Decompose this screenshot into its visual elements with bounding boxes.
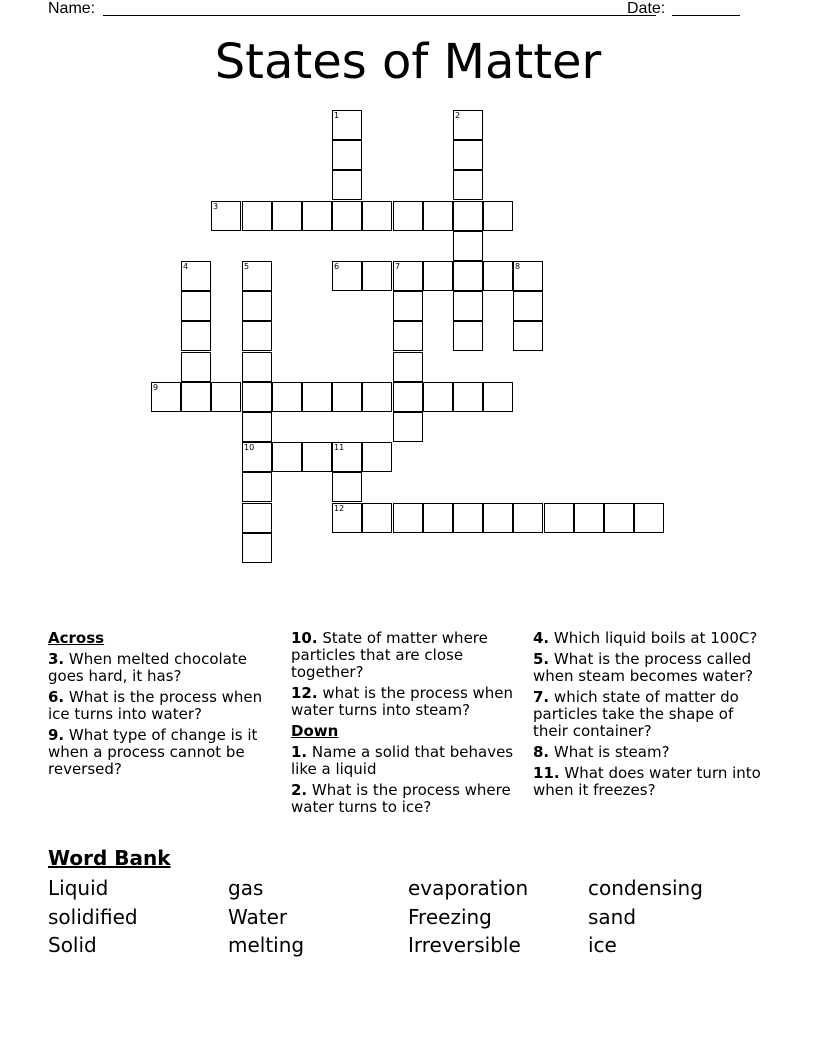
grid-cell[interactable] (393, 412, 423, 442)
word-bank-item: Liquid (48, 876, 109, 900)
grid-cell[interactable] (483, 201, 513, 231)
clue-across-10: 10. State of matter where particles that are close together? (291, 629, 488, 681)
word-bank-item: Freezing (408, 905, 492, 929)
grid-cell[interactable] (302, 201, 332, 231)
cell-number: 8 (515, 262, 521, 271)
cell-number: 4 (183, 262, 189, 271)
down-heading: Down (291, 722, 339, 740)
grid-cell[interactable] (513, 321, 543, 351)
grid-cell[interactable] (242, 321, 272, 351)
grid-cell[interactable] (272, 382, 302, 412)
page-title: States of Matter (214, 34, 602, 90)
grid-cell[interactable] (181, 291, 211, 321)
clues-column-3 (533, 630, 763, 803)
date-label: Date: (627, 0, 666, 17)
grid-cell[interactable] (453, 503, 483, 533)
grid-cell[interactable] (544, 503, 574, 533)
grid-cell[interactable] (453, 291, 483, 321)
clue-down-11: 11. What does water turn into when it freezes? (533, 764, 761, 799)
clue-across-9: 9. What type of change is it when a process cannot be reversed? (48, 726, 258, 778)
grid-cell[interactable] (242, 503, 272, 533)
grid-cell[interactable] (362, 442, 392, 472)
clue-across-3: 3. When melted chocolate goes hard, it has? (48, 650, 247, 685)
word-bank-item: Water (228, 905, 288, 929)
grid-cell[interactable] (332, 201, 362, 231)
grid-cell[interactable] (423, 503, 453, 533)
grid-cell[interactable] (302, 442, 332, 472)
grid-cell[interactable] (242, 201, 272, 231)
grid-cell[interactable] (393, 291, 423, 321)
grid-cell[interactable] (423, 201, 453, 231)
grid-cell[interactable] (423, 382, 453, 412)
grid-cell[interactable] (211, 201, 241, 231)
across-heading: Across (48, 629, 105, 647)
clue-down-5: 5. What is the process called when steam becomes water? (533, 650, 754, 685)
word-bank-item: Irreversible (408, 933, 521, 957)
grid-cell[interactable] (453, 261, 483, 291)
word-bank-item: melting (228, 933, 305, 957)
word-bank-item: gas (228, 876, 264, 900)
grid-cell[interactable] (181, 261, 211, 291)
grid-cell[interactable] (332, 170, 362, 200)
clue-down-7: 7. which state of matter do particles take the shape of their container? (533, 688, 739, 740)
grid-cell[interactable] (242, 472, 272, 502)
cell-number: 7 (395, 262, 401, 271)
word-bank-item: evaporation (408, 876, 529, 900)
grid-cell[interactable] (513, 291, 543, 321)
grid-cell[interactable] (362, 201, 392, 231)
grid-cell[interactable] (362, 261, 392, 291)
word-bank-item: solidified (48, 905, 138, 929)
cell-number: 12 (334, 504, 345, 513)
word-bank-title: Word Bank (48, 846, 171, 870)
grid-cell[interactable] (483, 261, 513, 291)
grid-cell[interactable] (634, 503, 664, 533)
name-label: Name: (48, 0, 96, 17)
grid-cell[interactable] (393, 321, 423, 351)
grid-cell[interactable] (393, 352, 423, 382)
grid-cell[interactable] (453, 231, 483, 261)
grid-cell[interactable] (393, 261, 423, 291)
grid-cell[interactable] (453, 201, 483, 231)
grid-cell[interactable] (513, 503, 543, 533)
clue-down-4: 4. Which liquid boils at 100C? (533, 629, 758, 647)
grid-cell[interactable] (181, 352, 211, 382)
grid-cell[interactable] (393, 382, 423, 412)
clue-down-8: 8. What is steam? (533, 743, 670, 761)
grid-cell[interactable] (453, 382, 483, 412)
cell-number: 2 (455, 111, 461, 120)
grid-cell[interactable] (332, 472, 362, 502)
grid-cell[interactable] (362, 503, 392, 533)
cell-number: 5 (244, 262, 250, 271)
grid-cell[interactable] (453, 321, 483, 351)
grid-cell[interactable] (242, 412, 272, 442)
grid-cell[interactable] (393, 503, 423, 533)
clue-across-12: 12. what is the process when water turns into steam? (291, 684, 514, 719)
grid-cell[interactable] (393, 201, 423, 231)
grid-cell[interactable] (604, 503, 634, 533)
grid-cell[interactable] (302, 382, 332, 412)
grid-cell[interactable] (242, 352, 272, 382)
grid-cell[interactable] (242, 291, 272, 321)
cell-number: 9 (153, 383, 159, 392)
grid-cell[interactable] (453, 110, 483, 140)
word-bank-item: condensing (588, 876, 703, 900)
clues-column-1 (48, 630, 273, 782)
word-bank-item: sand (588, 905, 637, 929)
word-bank-item: Solid (48, 933, 97, 957)
clue-across-6: 6. What is the process when ice turns into water? (48, 688, 263, 723)
grid-cell[interactable] (332, 110, 362, 140)
grid-cell[interactable] (453, 140, 483, 170)
grid-cell[interactable] (151, 382, 181, 412)
grid-cell[interactable] (483, 382, 513, 412)
cell-number: 11 (334, 443, 345, 452)
grid-cell[interactable] (483, 503, 513, 533)
grid-cell[interactable] (332, 442, 362, 472)
cell-number: 10 (244, 443, 255, 452)
cell-number: 6 (334, 262, 340, 271)
grid-cell[interactable] (242, 442, 272, 472)
grid-cell[interactable] (362, 382, 392, 412)
grid-cell[interactable] (332, 503, 362, 533)
word-bank-item: ice (588, 933, 617, 957)
grid-cell[interactable] (272, 201, 302, 231)
grid-cell[interactable] (242, 382, 272, 412)
cell-number: 3 (213, 202, 219, 211)
cell-number: 1 (334, 111, 340, 120)
grid-cell[interactable] (242, 533, 272, 563)
clue-down-1: 1. Name a solid that behaves like a liquid (291, 743, 514, 778)
grid-cell[interactable] (181, 321, 211, 351)
grid-cell[interactable] (211, 382, 241, 412)
grid-cell[interactable] (181, 382, 211, 412)
grid-cell[interactable] (453, 170, 483, 200)
clue-down-2: 2. What is the process where water turns to ice? (291, 781, 511, 816)
grid-cell[interactable] (423, 261, 453, 291)
clues-column-2 (291, 630, 526, 820)
grid-cell[interactable] (332, 382, 362, 412)
grid-cell[interactable] (332, 140, 362, 170)
grid-cell[interactable] (574, 503, 604, 533)
grid-cell[interactable] (272, 442, 302, 472)
grid-cell[interactable] (332, 261, 362, 291)
grid-cell[interactable] (513, 261, 543, 291)
grid-cell[interactable] (242, 261, 272, 291)
